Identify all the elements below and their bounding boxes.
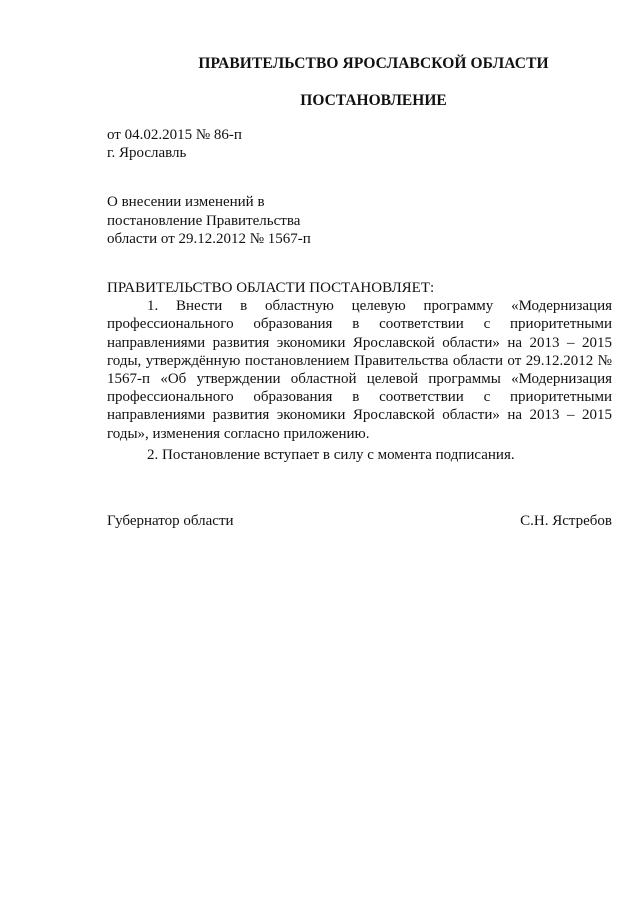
paragraph-2: 2. Постановление вступает в силу с момента подписания. [147, 446, 515, 463]
subject-line-1: О внесении изменений в [107, 194, 265, 210]
decree-heading: ПРАВИТЕЛЬСТВО ОБЛАСТИ ПОСТАНОВЛЯЕТ: [107, 280, 435, 296]
date-number: от 04.02.2015 № 86-п [107, 127, 242, 143]
organization-title: ПРАВИТЕЛЬСТВО ЯРОСЛАВСКОЙ ОБЛАСТИ [198, 55, 549, 72]
paragraph-1: 1. Внести в областную целевую программу «Модернизация профессионального образования в соответствии с приоритетными направлениями развития экономики Ярославской области» на 2013 – 2015 годы, утверждённую постановлением Правительства области от 29.12.2012 № 1567-п «Об утверждении областной целевой программы «Модернизация профессионального образования в соответствии с приоритетными направлениями развития экономики Ярославской области» на 2013 – 2015 годы», изменения согласно приложению. [107, 298, 612, 442]
signatory-position: Губернатор области [107, 513, 234, 529]
city: г. Ярославль [107, 145, 187, 161]
document-body [107, 279, 612, 464]
subject-line-3: области от 29.12.2012 № 1567-п [107, 231, 311, 247]
document-meta [107, 126, 242, 162]
document-type: ПОСТАНОВЛЕНИЕ [300, 92, 447, 109]
subject-line-2: постановление Правительства [107, 212, 301, 229]
document-subject [107, 193, 311, 249]
signatory-name: С.Н. Ястребов [520, 513, 612, 529]
